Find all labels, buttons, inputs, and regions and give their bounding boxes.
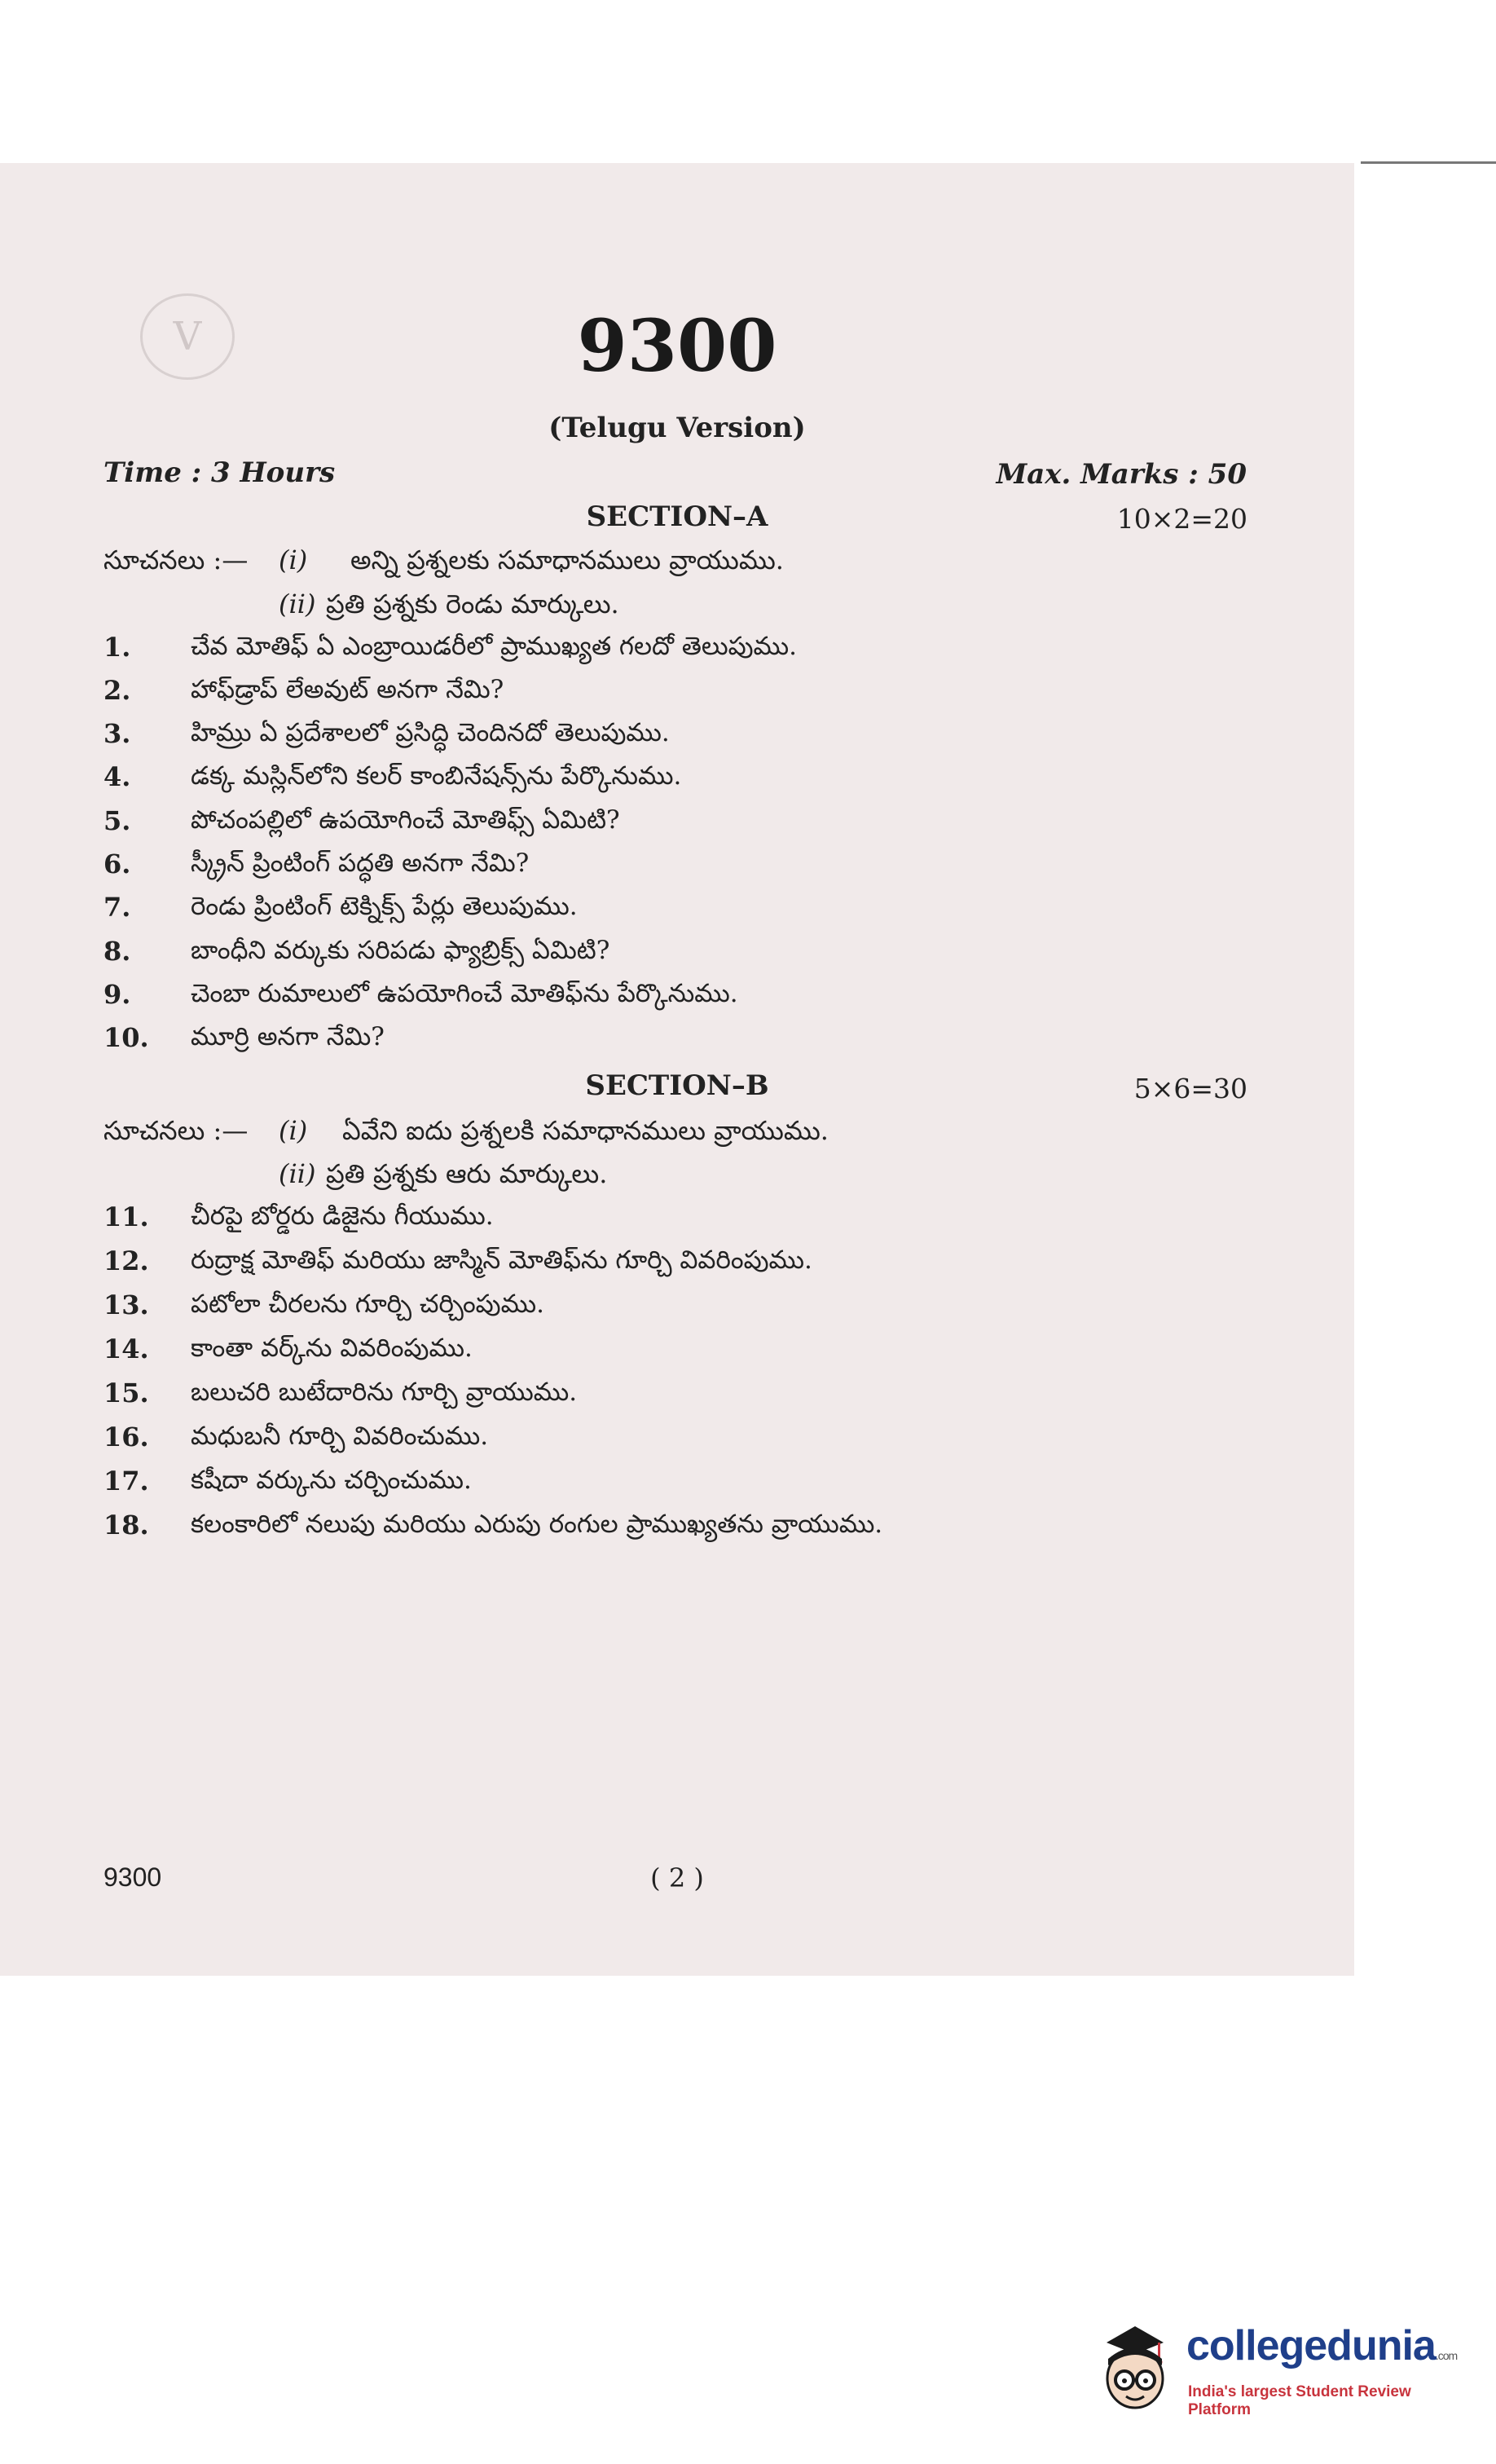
paper-code: 9300 [577, 303, 777, 388]
instruction-ii: ప్రతి ప్రశ్నకు రెండు మార్కులు. [326, 588, 619, 619]
question-number: 7. [103, 892, 131, 923]
question-text: హాఫ్‌డ్రాప్ లేఅవుట్ అనగా నేమి? [191, 675, 504, 704]
version-label: (Telugu Version) [548, 412, 806, 444]
question-text: బలుచరి బుటేదారిను గూర్చి వ్రాయుము. [191, 1377, 578, 1407]
instructions-label: సూచనలు :— [103, 544, 249, 575]
question-number: 10. [103, 1022, 149, 1053]
question-number: 4. [103, 761, 131, 792]
question-number: 18. [103, 1510, 149, 1541]
question-number: 14. [103, 1333, 149, 1364]
footer-paper-code: 9300 [103, 1862, 162, 1892]
question-number: 13. [103, 1289, 149, 1320]
question-text: చీరపై బోర్డరు డిజైను గీయుము. [191, 1201, 494, 1231]
max-marks-label: Max. Marks : 50 [996, 458, 1247, 491]
page-number: ( 2 ) [650, 1862, 704, 1893]
question-number: 9. [103, 979, 131, 1010]
time-label: Time : 3 Hours [103, 456, 336, 489]
instruction-ii-label: (ii) [279, 588, 316, 619]
question-number: 17. [103, 1466, 149, 1496]
instruction-ii: ప్రతి ప్రశ్నకు ఆరు మార్కులు. [326, 1158, 608, 1189]
section-b-marks: 5×6=30 [1133, 1073, 1247, 1104]
collegedunia-logo[interactable] [1090, 2303, 1473, 2426]
question-text: స్క్రీన్ ప్రింటింగ్ పద్ధతి అనగా నేమి? [191, 849, 530, 878]
section-b-title: SECTION–B [585, 1069, 769, 1102]
student-mascot-icon [1090, 2312, 1180, 2413]
question-text: హిమ్రు ఏ ప్రదేశాలలో ప్రసిద్ధి చెందినదో తెలుపుము. [191, 718, 670, 747]
section-a-title: SECTION–A [586, 500, 768, 533]
question-number: 2. [103, 675, 131, 706]
logo-wordmark: collegedunia.com [1186, 2322, 1458, 2369]
question-text: రెండు ప్రింటింగ్ టెక్నిక్స్ పేర్లు తెలుపుము. [191, 892, 578, 921]
question-number: 3. [103, 718, 131, 749]
page-edge-line [1361, 161, 1496, 164]
question-number: 15. [103, 1377, 149, 1408]
question-text: బాంధీని వర్కుకు సరిపడు ఫ్యాబ్రిక్స్ ఏమిటి? [191, 936, 610, 965]
instruction-i-label: (i) [279, 544, 308, 575]
question-text: చేవ మోతిఫ్ ఏ ఎంబ్రాయిడరీలో ప్రాముఖ్యత గలదో తెలుపుము. [191, 632, 797, 661]
question-text: మధుబనీ గూర్చి వివరించుము. [191, 1422, 489, 1451]
question-text: రుద్రాక్ష మోతిఫ్ మరియు జాస్మిన్ మోతిఫ్‌ను గూర్చి వివరింపుము. [191, 1245, 812, 1275]
logo-tagline: India's largest Student Review Platform [1188, 2383, 1411, 2418]
instructions-label: సూచనలు :— [103, 1115, 249, 1146]
question-number: 5. [103, 805, 131, 836]
question-text: చెంబా రుమాలులో ఉపయోగించే మోతిఫ్‌ను పేర్కొనుము. [191, 979, 738, 1008]
question-text: కలంకారిలో నలుపు మరియు ఎరుపు రంగుల ప్రాముఖ్యతను వ్రాయుము. [191, 1510, 883, 1539]
question-text: డక్క మస్లిన్‌లోని కలర్ కాంబినేషన్స్‌ను పేర్కొనుము. [191, 761, 682, 791]
question-number: 8. [103, 936, 131, 967]
instruction-i: అన్ని ప్రశ్నలకు సమాధానములు వ్రాయుము. [350, 544, 784, 575]
question-text: పోచంపల్లిలో ఉపయోగించే మోతిఫ్స్ ఏమిటి? [191, 805, 620, 835]
instruction-ii-label: (ii) [279, 1158, 316, 1189]
question-number: 11. [103, 1201, 149, 1232]
instruction-i: ఏవేని ఐదు ప్రశ్నలకి సమాధానములు వ్రాయుము. [342, 1115, 829, 1146]
circular-stamp: V [140, 293, 235, 380]
question-number: 6. [103, 849, 131, 879]
question-text: కషీదా వర్కును చర్చించుము. [191, 1466, 472, 1495]
question-text: కాంతా వర్క్‌ను వివరింపుము. [191, 1333, 473, 1363]
question-text: పటోలా చీరలను గూర్చి చర్చింపుము. [191, 1289, 544, 1319]
question-number: 1. [103, 632, 131, 663]
instruction-i-label: (i) [279, 1115, 308, 1146]
question-number: 12. [103, 1245, 149, 1276]
question-number: 16. [103, 1422, 149, 1452]
question-text: మూర్రి అనగా నేమి? [191, 1022, 385, 1051]
section-a-marks: 10×2=20 [1116, 503, 1247, 535]
